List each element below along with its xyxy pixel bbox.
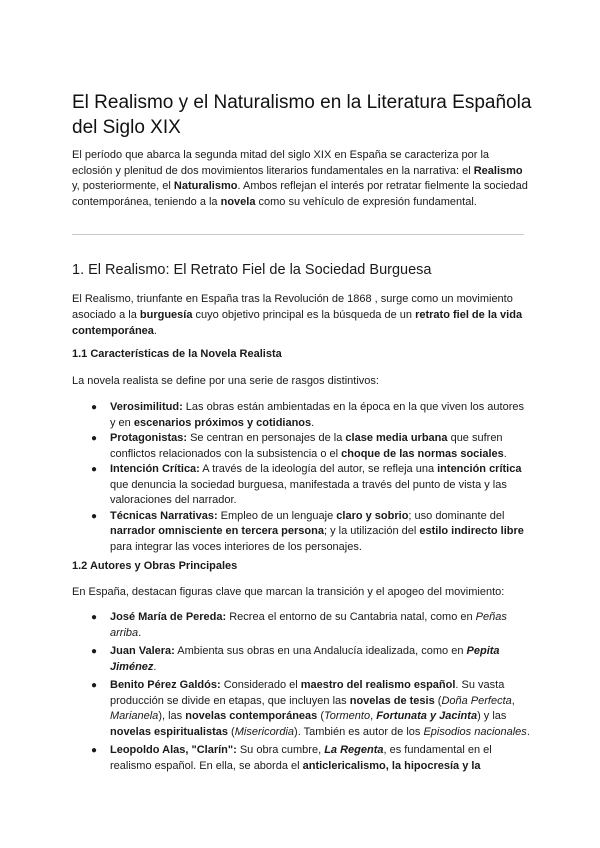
text: ). También es autor de los <box>294 725 424 738</box>
list-item <box>72 610 532 641</box>
text: ( <box>434 694 442 707</box>
text: . <box>153 325 157 337</box>
bullet-icon: ● <box>91 612 98 623</box>
bold-text: narrador omnisciente en tercera persona <box>110 525 324 537</box>
bold-text: Benito Pérez Galdós: <box>110 679 221 691</box>
text: Empleo de un lenguaje <box>217 509 337 522</box>
bold-text: Técnicas Narrativas: <box>110 509 218 522</box>
bullet-icon: ● <box>91 464 98 475</box>
divider <box>72 234 524 235</box>
bullet-icon: ● <box>91 402 98 413</box>
text: . <box>503 447 507 460</box>
text: A través de la ideología del autor, se refleja una <box>199 463 438 475</box>
bullet-icon: ● <box>91 510 98 522</box>
bold-italic-text: Pepita Jiménez <box>110 645 500 673</box>
bold-text: choque de las normas sociales <box>341 447 504 460</box>
bold-text: escenarios próximos y cotidianos <box>133 416 312 429</box>
bold-text: estilo indirecto libre <box>419 525 524 537</box>
text: Recrea el entorno de su Cantabria natal, como en <box>226 611 476 623</box>
bold-text: Realismo <box>473 164 523 177</box>
text: , <box>511 694 515 707</box>
text: ; y la utilización del <box>323 525 420 537</box>
list-item <box>72 743 532 774</box>
subsection-heading: 1.2 Autores y Obras Principales <box>72 560 238 572</box>
bullet-icon: ● <box>91 680 98 691</box>
text: que sufren conflictos relacionados con la subsistencia o el <box>110 432 503 460</box>
section-paragraph <box>72 291 532 339</box>
text: Su obra cumbre, <box>236 744 325 756</box>
bullet-icon: ● <box>91 646 98 657</box>
bullet-icon: ● <box>91 745 98 756</box>
bold-italic-text: Fortunata y Jacinta <box>376 710 478 722</box>
text: Ambienta sus obras en una Andalucía idealizada, como en <box>174 645 467 657</box>
subsection-heading: 1.1 Características de la Novela Realista <box>72 348 282 360</box>
bold-text: intención crítica <box>437 463 522 475</box>
bold-text: Verosimilitud: <box>110 401 183 413</box>
bold-text: José María de Pereda: <box>110 611 227 623</box>
bold-text: anticlericalismo, la hipocresía y la <box>302 759 481 772</box>
list-item <box>72 400 532 431</box>
bold-text: novelas contemporáneas <box>185 710 318 722</box>
text: El período que abarca la segunda mitad del siglo XIX en España se caracteriza por la eclosión y plenitud de dos movimientos literarios fundamentales en la narrativa: el <box>72 149 490 177</box>
text: y, posteriormente, el <box>72 180 174 192</box>
text: . Su vasta producción se divide en etapas, que incluyen las <box>110 679 505 707</box>
text: cuyo objetivo principal es la búsqueda de un <box>192 309 416 321</box>
text: . <box>526 725 530 738</box>
bold-text: Protagonistas: <box>110 432 188 444</box>
intro-paragraph <box>72 148 528 210</box>
characteristics-list <box>72 400 532 555</box>
text: . <box>153 660 157 673</box>
text: , es fundamental en el realismo español. En ella, se aborda el <box>110 744 492 772</box>
bold-text: novelas de tesis <box>349 694 435 707</box>
subsection-lead: La novela realista se define por una serie de rasgos distintivos: <box>72 375 379 387</box>
subsection-lead: En España, destacan figuras clave que marcan la transición y el apogeo del movimiento: <box>72 586 505 598</box>
text: El Realismo, triunfante en España tras la Revolución de 1868 , surge como un movimiento asociado a la <box>72 293 513 321</box>
text: ( <box>317 710 325 722</box>
italic-text: Marianela <box>110 710 159 722</box>
page-title: El Realismo y el Naturalismo en la Literatura Española del Siglo XIX <box>72 92 532 138</box>
text: ), las <box>158 710 186 722</box>
bullet-icon: ● <box>91 433 98 444</box>
bold-text: Juan Valera: <box>110 645 175 657</box>
text: Las obras están ambientadas en la época en la que viven los autores y en <box>110 401 524 429</box>
list-item <box>72 462 532 509</box>
authors-list <box>72 610 532 777</box>
text: para integrar las voces interiores de los personajes. <box>110 540 362 553</box>
bold-text: burguesía <box>139 309 193 321</box>
list-item <box>72 509 532 556</box>
text: que denuncia la sociedad burguesa, manifestada a través del punto de vista y las valoraciones del narrador. <box>110 478 507 506</box>
bold-text: novela <box>220 195 256 208</box>
bold-text: maestro del realismo español <box>300 679 456 691</box>
bold-italic-text: La Regenta <box>324 744 384 756</box>
bold-text: Intención Crítica: <box>110 463 200 475</box>
bold-text: retrato fiel de la vida contemporánea <box>72 309 523 337</box>
section-heading: 1. El Realismo: El Retrato Fiel de la Sociedad Burguesa <box>72 262 432 278</box>
text: ( <box>228 725 235 738</box>
bold-text: novelas espiritualistas <box>110 725 228 738</box>
italic-text: Tormento <box>324 710 371 722</box>
text: como su vehículo de expresión fundamental. <box>255 195 477 208</box>
text: ; uso dominante del <box>408 509 505 522</box>
bold-text: Leopoldo Alas, "Clarín": <box>110 744 237 756</box>
text: ) y las <box>477 710 507 722</box>
text: , <box>370 710 377 722</box>
list-item <box>72 678 532 740</box>
text: . <box>311 416 315 429</box>
text: Considerado el <box>220 679 301 691</box>
italic-text: Peñas arriba <box>110 611 507 639</box>
list-item <box>72 431 532 462</box>
italic-text: Episodios nacionales <box>423 725 527 738</box>
text: . Ambos reflejan el interés por retratar fielmente la sociedad contemporánea, teniendo a la <box>72 180 528 208</box>
bold-text: Naturalismo <box>173 180 238 192</box>
italic-text: Misericordia <box>234 725 295 738</box>
italic-text: Doña Perfecta <box>441 694 512 707</box>
bold-text: claro y sobrio <box>336 509 409 522</box>
text: Se centran en personajes de la <box>187 432 346 444</box>
bold-text: clase media urbana <box>345 432 448 444</box>
text: . <box>138 626 142 639</box>
list-item <box>72 644 532 675</box>
